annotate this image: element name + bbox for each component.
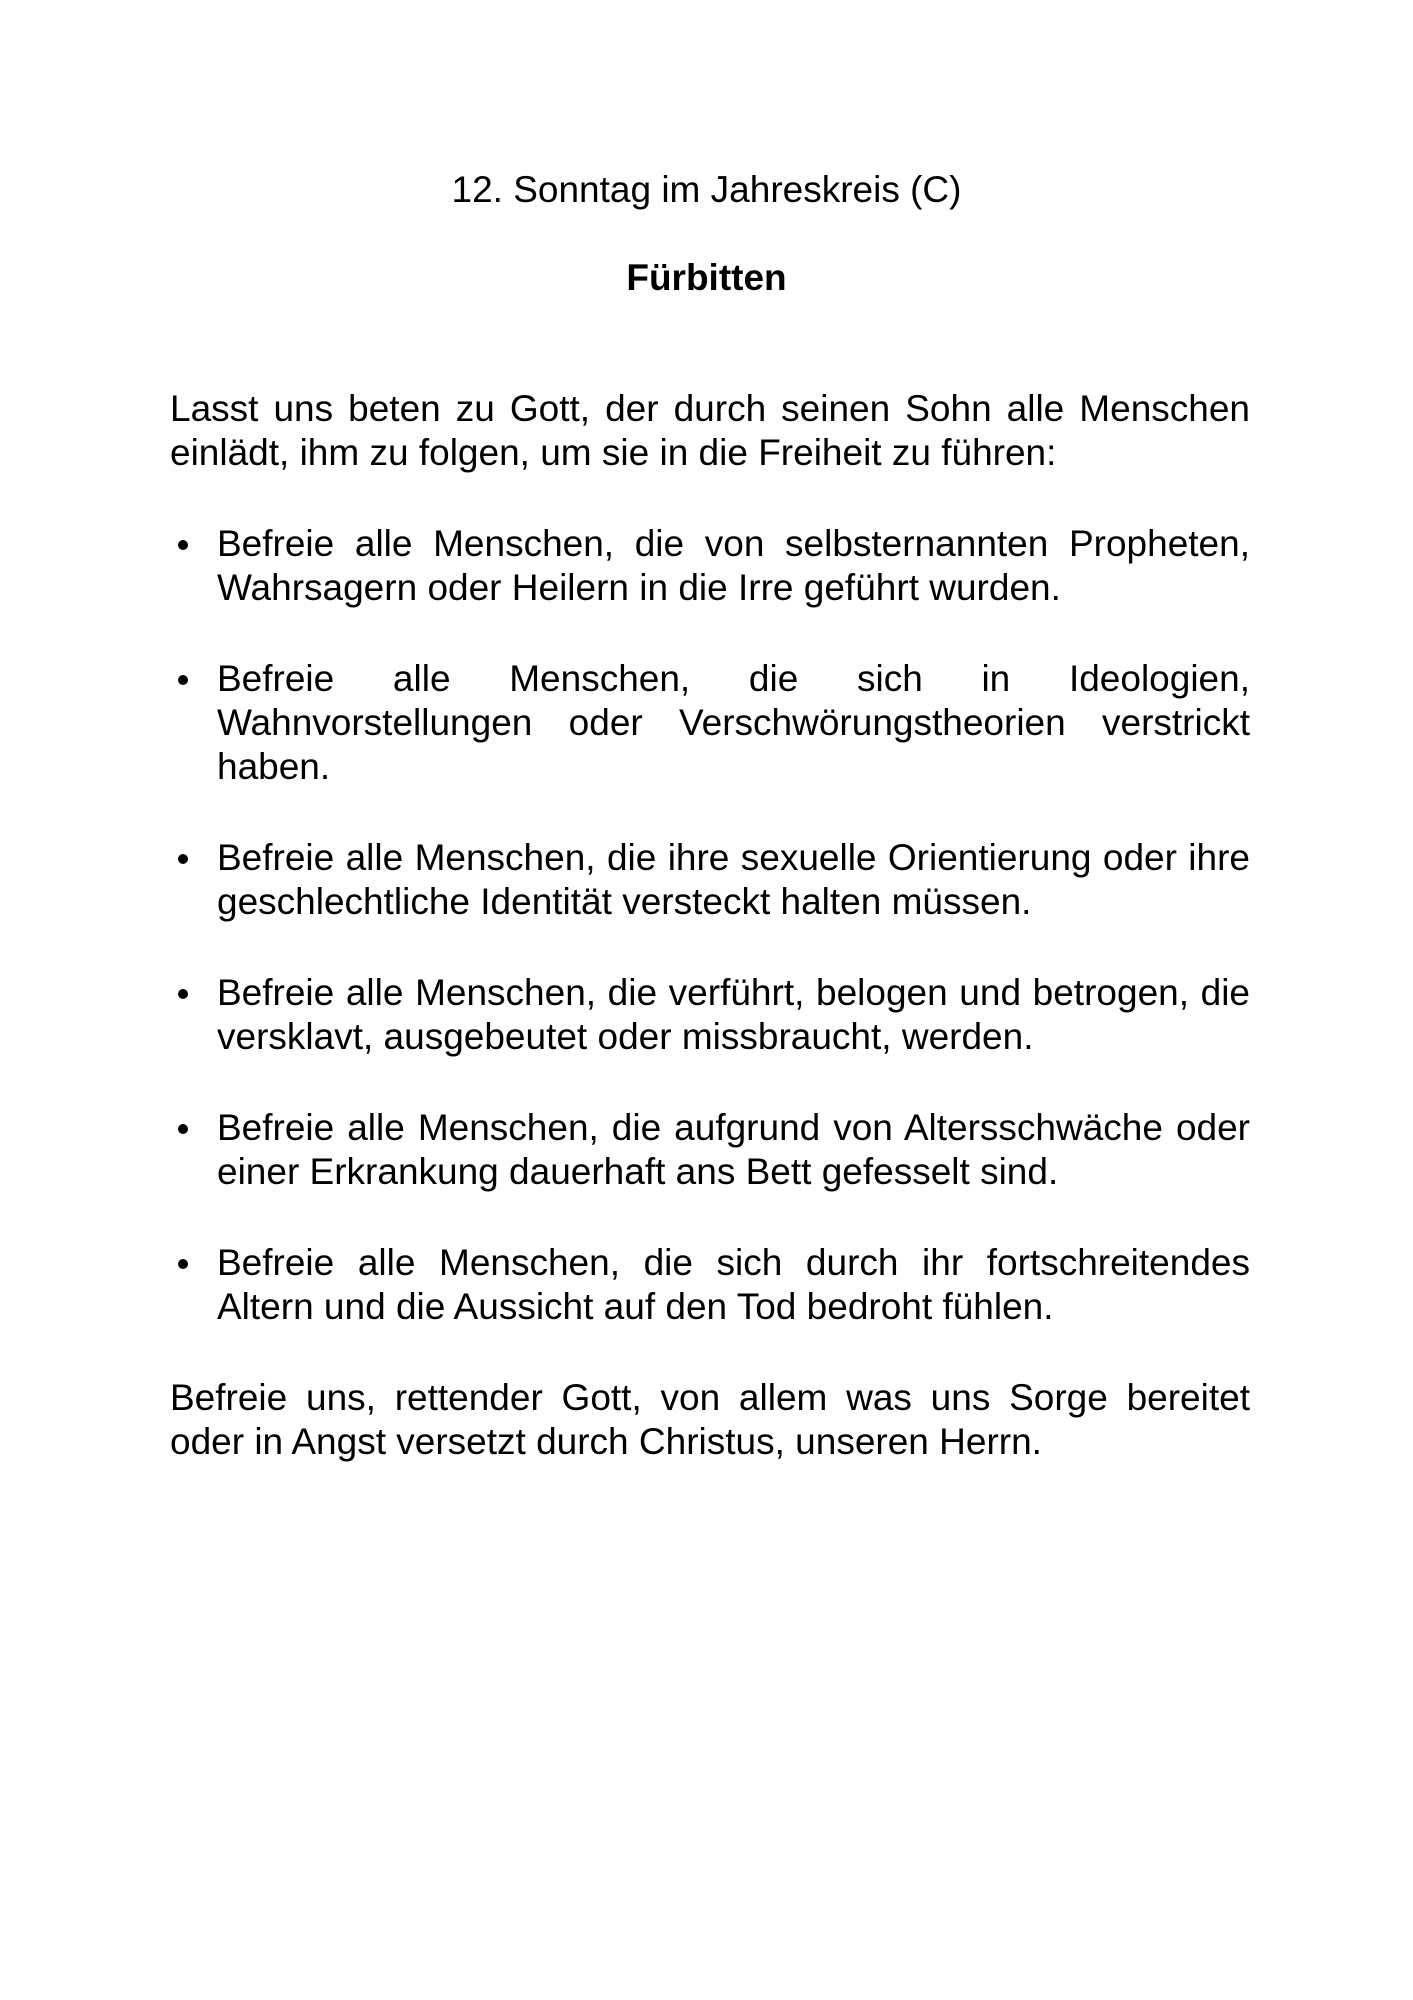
bullet-icon bbox=[178, 1259, 188, 1269]
petition-item bbox=[170, 1241, 1250, 1329]
petition-item bbox=[170, 971, 1250, 1059]
petition-item bbox=[170, 657, 1250, 789]
bullet-icon bbox=[178, 540, 188, 550]
petition-list bbox=[170, 522, 1250, 1329]
bullet-icon bbox=[178, 675, 188, 685]
document-title: Fürbitten bbox=[626, 257, 787, 298]
petition-text: Befreie alle Menschen, die sich durch ihr fortschreitendes Altern und die Aussicht auf den Tod bedroht fühlen. bbox=[217, 1242, 1250, 1327]
bullet-icon bbox=[178, 989, 188, 999]
petition-text: Befreie alle Menschen, die sich in Ideologien, Wahnvorstellungen oder Verschwörungstheorien verstrickt haben. bbox=[217, 658, 1250, 787]
petition-item bbox=[170, 522, 1250, 610]
document-subtitle: 12. Sonntag im Jahreskreis (C) bbox=[451, 169, 962, 210]
petition-text: Befreie alle Menschen, die ihre sexuelle Orientierung oder ihre geschlechtliche Identität versteckt halten müssen. bbox=[217, 837, 1250, 922]
intro-paragraph: Lasst uns beten zu Gott, der durch seinen Sohn alle Menschen einlädt, ihm zu folgen, um sie in die Freiheit zu führen: bbox=[170, 388, 1250, 473]
petition-item bbox=[170, 1106, 1250, 1194]
closing-paragraph: Befreie uns, rettender Gott, von allem was uns Sorge bereitet oder in Angst versetzt durch Christus, unseren Herrn. bbox=[170, 1377, 1250, 1462]
petition-item bbox=[170, 836, 1250, 924]
petition-text: Befreie alle Menschen, die aufgrund von Altersschwäche oder einer Erkrankung dauerhaft ans Bett gefesselt sind. bbox=[217, 1107, 1250, 1192]
bullet-icon bbox=[178, 1124, 188, 1134]
bullet-icon bbox=[178, 854, 188, 864]
petition-text: Befreie alle Menschen, die verführt, belogen und betrogen, die versklavt, ausgebeutet oder missbraucht, werden. bbox=[217, 972, 1250, 1057]
petition-text: Befreie alle Menschen, die von selbsternannten Propheten, Wahrsagern oder Heilern in die Irre geführt wurden. bbox=[217, 523, 1250, 608]
document-body bbox=[170, 387, 1250, 1464]
